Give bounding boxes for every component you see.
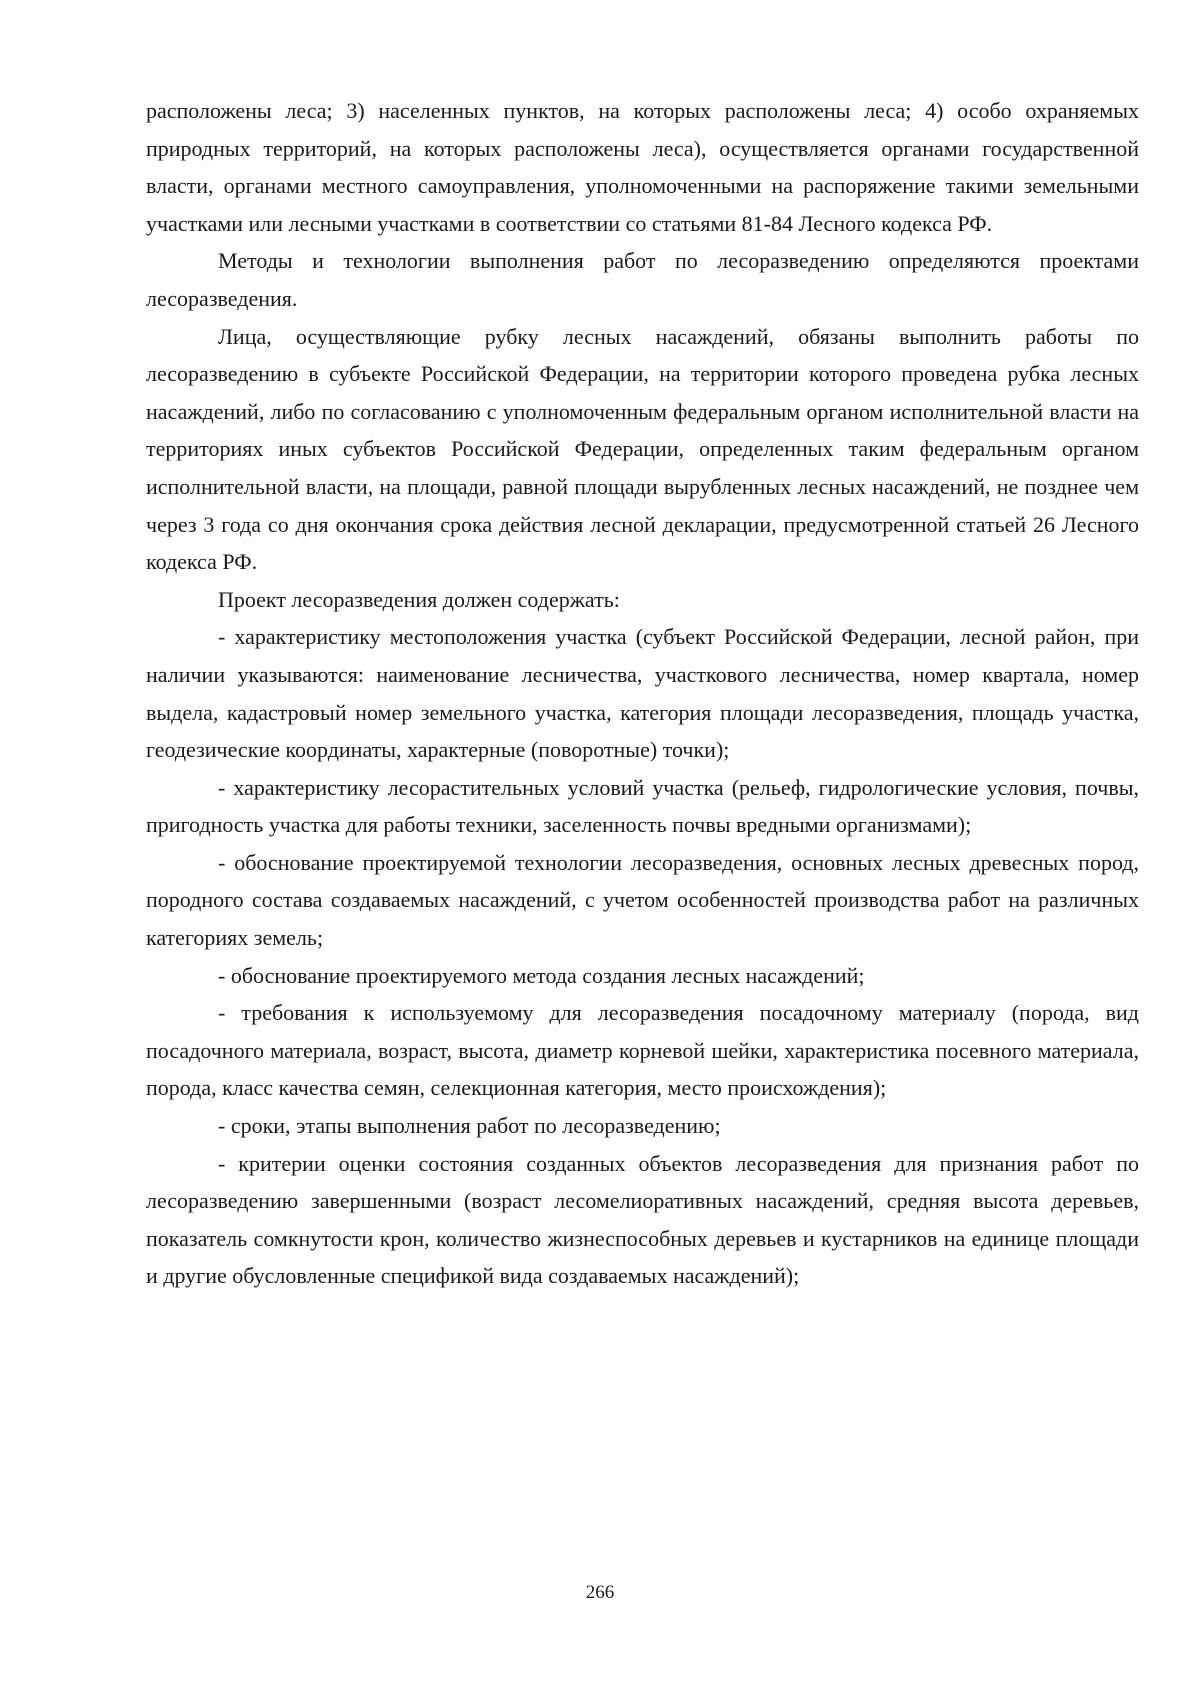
paragraph-continuation: расположены леса; 3) населенных пунктов, на которых расположены леса; 4) особо охраняемых природных территорий, на которых расположены леса), осуществляется органами государственной власти, органами местного самоуправления, уполномоченными на распоряжение такими земельными участками или лесными участками в соответствии со статьями 81-84 Лесного кодекса РФ.	[146, 98, 1139, 236]
list-item-location: - характеристику местоположения участка (субъект Российской Федерации, лесной район, при наличии указываются: наименование лесничества, участкового лесничества, номер квартала, номер выдела, кадастровый номер земельного участка, категория площади лесоразведения, площадь участка, геодезические координаты, характерные (поворотные) точки);	[146, 624, 1139, 763]
paragraph-obligations: Лица, осуществляющие рубку лесных насаждений, обязаны выполнить работы по лесоразведению в субъекте Российской Федерации, на территории которого проведена рубка лесных насаждений, либо по согласованию с уполномоченным федеральным органом исполнительной власти на территориях иных субъектов Российской Федерации, определенных таким федеральным органом исполнительной власти, на площади, равной площади вырубленных лесных насаждений, не позднее чем через 3 года со дня окончания срока действия лесной декларации, предусмотренной статьей 26 Лесного кодекса РФ.	[146, 323, 1139, 575]
list-item-assessment-criteria: - критерии оценки состояния созданных объектов лесоразведения для признания работ по лесоразведению завершенными (возраст лесомелиоративных насаждений, средняя высота деревьев, показатель сомкнутости крон, количество жизнеспособных деревьев и кустарников на единице площади и другие обусловленные спецификой вида создаваемых насаждений);	[146, 1150, 1139, 1289]
paragraph-methods: Методы и технологии выполнения работ по лесоразведению определяются проектами лесоразведения.	[146, 248, 1139, 311]
list-item-timeline: - сроки, этапы выполнения работ по лесоразведению;	[218, 1113, 721, 1139]
list-item-planting-material: - требования к используемому для лесоразведения посадочному материалу (порода, вид посадочного материала, возраст, высота, диаметр корневой шейки, характеристика посевного материала, порода, класс качества семян, селекционная категория, место происхождения);	[146, 1000, 1139, 1101]
page-number: 266	[585, 1582, 615, 1603]
document-body	[146, 92, 1139, 1295]
list-item-technology-justification: - обоснование проектируемой технологии лесоразведения, основных лесных древесных пород, породного состава создаваемых насаждений, с учетом особенностей производства работ на различных категориях земель;	[146, 849, 1139, 951]
list-item-growing-conditions: - характеристику лесорастительных условий участка (рельеф, гидрологические условия, почвы, пригодность участка для работы техники, заселенность почвы вредными организмами);	[146, 774, 1139, 838]
list-item-method-justification: - обоснование проектируемого метода создания лесных насаждений;	[218, 962, 865, 988]
paragraph-project-contents-intro: Проект лесоразведения должен содержать:	[218, 586, 620, 612]
